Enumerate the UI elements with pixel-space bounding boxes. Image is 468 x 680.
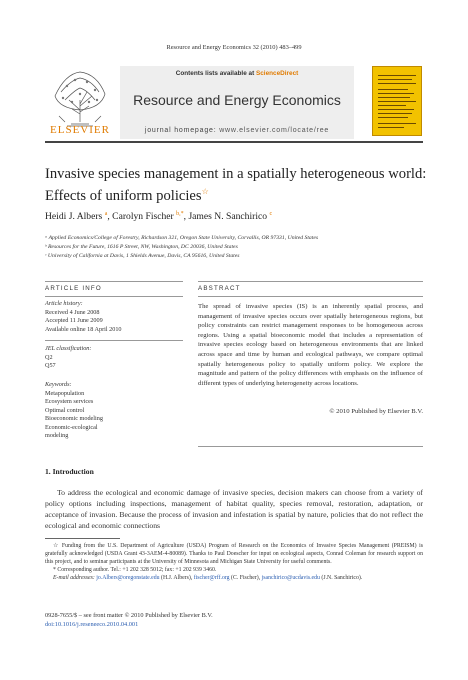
abstract-rule-2 — [198, 296, 423, 297]
abstract-text: The spread of invasive species (IS) is an inherently spatial process, and management of invasive species occurs over spatially heterogeneous regions, but policy constraints can restrict management responses to be homogeneous across regions. Using a spatial bioeconomic model that includes a representation of invasive species ecology based on heterogeneous environments that are linked across space and time by human and ecological pathways, we compare optimal spatially heterogeneous policy to spatially uniform policy. We explore the magnitude and pattern of the policy differences with emphasis on the influence of different types of underlying heterogeneity across locations. — [198, 303, 423, 387]
keyword: modeling — [45, 432, 69, 439]
journal-citation: Resource and Energy Economics 32 (2010) 483–499 — [166, 44, 302, 51]
homepage-url-link[interactable]: www.elsevier.com/locate/ree — [219, 127, 330, 134]
email-owner: (H.J. Albers), — [159, 575, 194, 581]
homepage-prefix: journal homepage: — [144, 127, 220, 134]
keyword: Economic-ecological — [45, 423, 98, 431]
author-name: Carolyn Fischer — [112, 211, 174, 223]
footnote-rule — [45, 538, 120, 539]
jel-code: Q57 — [45, 362, 56, 369]
funding-footnote: ☆ Funding from the U.S. Department of Agriculture (USDA) Program of Research on the Economics of Invasive Species Management (PREISM) is gratefully acknowledged (USDA Grant 43-3AEM-4-80089). Thanks to Paul Doescher for input on ecological aspects, Conrad Coleman for research support on this project, and to seminar participants at the University of Minnesota and Michigan State University for useful comments. — [45, 543, 423, 565]
article-title-text: Invasive species management in a spatially heterogeneous world: Effects of uniform policies — [45, 166, 427, 204]
abstract-rule — [198, 281, 423, 282]
abstract-copyright: © 2010 Published by Elsevier B.V. — [329, 408, 423, 415]
article-info-rule — [45, 281, 183, 282]
email-footnote — [45, 574, 423, 582]
contents-prefix: Contents lists available at — [175, 70, 256, 77]
keywords-label: Keywords: — [45, 381, 72, 388]
contents-availability — [120, 70, 354, 77]
affiliation-c: ᶜ University of California at Davis, 1 Shields Avenue, Davis, CA 95616, United States — [45, 253, 240, 259]
author-affiliation-mark[interactable]: c — [269, 211, 273, 217]
keyword: Metapopulation — [45, 389, 85, 397]
article-info-heading: ARTICLE INFO — [45, 285, 102, 292]
article-history — [45, 300, 185, 334]
email-link[interactable]: fischer@rff.org — [193, 575, 230, 581]
history-accepted: Accepted 11 June 2009 — [45, 317, 103, 324]
journal-name: Resource and Energy Economics — [133, 92, 341, 108]
author-name: Heidi J. Albers — [45, 211, 103, 223]
journal-homepage — [120, 127, 354, 134]
doi-link[interactable]: doi:10.1016/j.reseneeco.2010.04.001 — [45, 620, 139, 628]
keyword: Bioeconomic modeling — [45, 415, 103, 422]
introduction-paragraph: To address the ecological and economic damage of invasive species, decision makers can choose from a variety of policy options including inspections, management of habitat quality, species removal, restoration, adaptation, or acceptance of invasion. Because the process of invasion and infestation is spatial by nature, policies that do not reflect the ecological and economic connections — [45, 488, 423, 530]
abstract-heading: ABSTRACT — [198, 285, 241, 292]
author-affiliation-mark[interactable]: a — [104, 211, 108, 217]
jel-code: Q2 — [45, 353, 53, 361]
abstract-rule-bottom — [198, 446, 423, 447]
section-heading-introduction: 1. Introduction — [45, 467, 94, 476]
article-info-rule-3 — [45, 340, 183, 341]
jel-label: JEL classification: — [45, 345, 92, 352]
journal-cover-thumbnail — [372, 66, 422, 136]
email-owner: (J.N. Sanchirico). — [319, 575, 363, 581]
email-owner: (C. Fischer), — [229, 575, 262, 581]
corresponding-author-footnote: * Corresponding author. Tel.: +1 202 328 5012; fax: +1 202 939 3460. — [53, 567, 217, 573]
history-label: Article history: — [45, 300, 83, 307]
history-received: Received 4 June 2008 — [45, 308, 100, 316]
affiliation-b: ᵇ Resources for the Future, 1616 P Street, NW, Washington, DC 20036, United States — [45, 244, 238, 250]
email-label: E-mail addresses: — [53, 575, 97, 581]
keyword: Ecosystem services — [45, 398, 94, 405]
footnotes — [45, 542, 423, 582]
email-link[interactable]: jsanchirico@ucdavis.edu — [261, 575, 320, 581]
header-rule — [45, 141, 423, 143]
author-name: James N. Sanchirico — [188, 211, 268, 223]
issn-line: 0928-7655/$ – see front matter © 2010 Published by Elsevier B.V. — [45, 612, 213, 619]
jel-classification — [45, 345, 185, 371]
author-affiliation-mark[interactable]: b,* — [176, 211, 184, 217]
front-matter — [45, 612, 213, 629]
keywords — [45, 381, 185, 441]
author-list: Heidi J. Albers $^a$, Carolyn Fischer $^{b,*}$, James N. Sanchirico $^c$ — [45, 211, 273, 223]
email-link[interactable]: jo.Albers@oregonstate.edu — [96, 575, 160, 581]
article-info-rule-2 — [45, 296, 183, 297]
history-online: Available online 18 April 2010 — [45, 325, 122, 333]
publisher-name: ELSEVIER — [50, 124, 110, 136]
affiliation-a: ᵃ Applied Economics/College of Forestry, Richardson 321, Oregon State University, Corvallis, OR 97331, United States — [45, 235, 319, 241]
title-footnote-mark[interactable]: ☆ — [201, 187, 209, 196]
sciencedirect-link[interactable]: ScienceDirect — [255, 70, 299, 77]
keyword: Optimal control — [45, 406, 85, 414]
article-title — [45, 165, 435, 205]
